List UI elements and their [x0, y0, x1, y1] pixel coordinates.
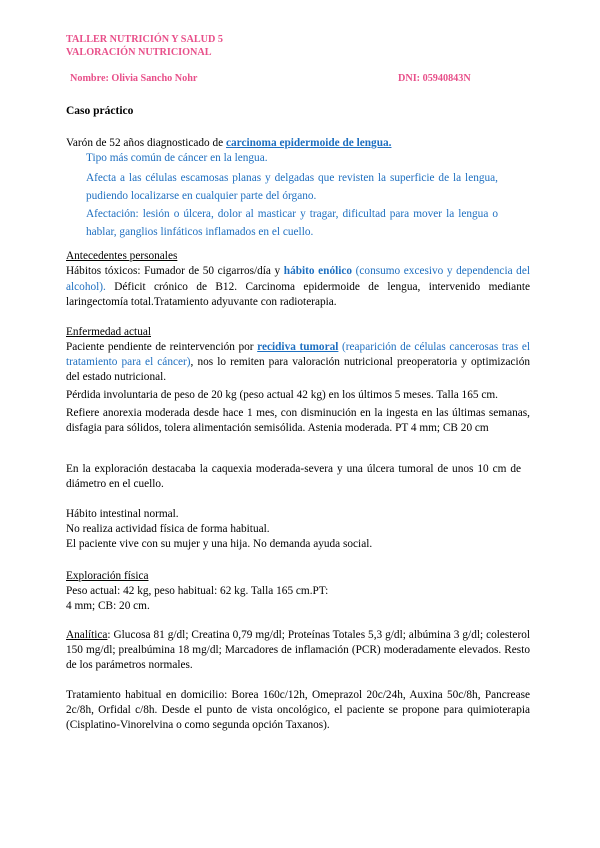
- habito-intestinal: Hábito intestinal normal.: [66, 508, 179, 520]
- fisica-line-2: 4 mm; CB: 20 cm.: [66, 600, 150, 612]
- antecedentes-text-1: Hábitos tóxicos: Fumador de 50 cigarros/día y: [66, 265, 284, 277]
- intro-note-1: Tipo más común de cáncer en la lengua.: [86, 152, 268, 164]
- analitica-paragraph: [66, 628, 530, 673]
- intro-notes: [66, 151, 498, 241]
- fisica-heading: Exploración física: [66, 570, 149, 582]
- assessment-title: VALORACIÓN NUTRICIONAL: [66, 47, 212, 58]
- habit-highlight: hábito enólico: [283, 265, 353, 277]
- enfermedad-section: [66, 325, 530, 436]
- antecedentes-section: [66, 249, 530, 311]
- recidiva-note: (reaparición de células cancerosas tras el tratamiento para el cáncer): [66, 341, 530, 368]
- enfermedad-paragraph: [66, 340, 530, 385]
- intro-section: [66, 136, 530, 241]
- intro-line: [66, 136, 530, 151]
- antecedentes-paragraph: [66, 264, 530, 311]
- habit-note: (consumo excesivo y dependencia del alcohol).: [66, 265, 530, 293]
- situacion-social: El paciente vive con su mujer y una hija. No demanda ayuda social.: [66, 538, 373, 550]
- intro-note-3: Afectación: lesión o úlcera, dolor al masticar y tragar, dificultad para mover la lengua o hablar, ganglios linfáticos inflamados en el cuello.: [86, 208, 498, 238]
- weight-loss-line: Pérdida involuntaria de peso de 20 kg (peso actual 42 kg) en los últimos 5 meses. Talla 165 cm.: [66, 389, 498, 401]
- habitos-section: [66, 507, 530, 552]
- document-header: [66, 33, 223, 59]
- intro-note-2: Afecta a las células escamosas planas y delgadas que revisten la superficie de la lengua, pudiendo localizarse en cualquier parte del órgano.: [86, 172, 498, 202]
- analitica-text: : Glucosa 81 g/dl; Creatina 0,79 mg/dl; Proteínas Totales 5,3 g/dl; albúmina 3 g/dl; colesterol 150 mg/dl; prealbúmina 18 mg/dl; Marcadores de inflamación (PCR) moderadamente elevados. Resto de los parámetros normales.: [66, 629, 530, 671]
- case-title: Caso práctico: [66, 105, 134, 117]
- fisica-section: [66, 569, 530, 614]
- antecedentes-heading: Antecedentes personales: [66, 250, 178, 262]
- student-name: Nombre: Olivia Sancho Nohr: [70, 73, 198, 84]
- recidiva-highlight: recidiva tumoral: [257, 341, 339, 353]
- fisica-line-1: Peso actual: 42 kg, peso habitual: 62 kg. Talla 165 cm.PT:: [66, 585, 329, 597]
- antecedentes-text-2: Déficit crónico de B12. Carcinoma epidermoide de lengua, intervenido mediante laringectomía total.Tratamiento adyuvante con radioterapia.: [66, 280, 530, 308]
- workshop-title: TALLER NUTRICIÓN Y SALUD 5: [66, 34, 223, 45]
- diagnosis-highlight: carcinoma epidermoide de lengua.: [226, 137, 392, 149]
- tratamiento-paragraph: Tratamiento habitual en domicilio: Borea 160c/12h, Omeprazol 20c/24h, Auxina 50c/8h, Pancrease 2c/8h, Orfidal c/8h. Desde el punto de vista oncológico, el paciente se propone para quimioterapia (Cisplatino-Vinorelvina o como segunda opción Taxanos).: [66, 689, 530, 731]
- exploracion-paragraph: En la exploración destacaba la caquexia moderada-severa y una úlcera tumoral de unos 10 cm de diámetro en el cuello.: [66, 463, 521, 490]
- enfermedad-heading: Enfermedad actual: [66, 326, 151, 338]
- intro-text: Varón de 52 años diagnosticado de: [66, 137, 226, 149]
- enfermedad-text-2: , nos lo remiten para valoración nutricional preoperatoria y optimización del estado nutricional.: [66, 356, 530, 383]
- student-dni: DNI: 05940843N: [398, 73, 471, 84]
- enfermedad-text-1: Paciente pendiente de reintervención por: [66, 341, 258, 353]
- analitica-label: Analítica: [66, 629, 108, 641]
- symptoms-paragraph: Refiere anorexia moderada desde hace 1 mes, con disminución en la ingesta en las últimas semanas, disfagia para sólidos, tolera alimentación semisólida. Astenia moderada. PT 4 mm; CB 20 cm: [66, 407, 530, 434]
- actividad-fisica: No realiza actividad física de forma habitual.: [66, 523, 270, 535]
